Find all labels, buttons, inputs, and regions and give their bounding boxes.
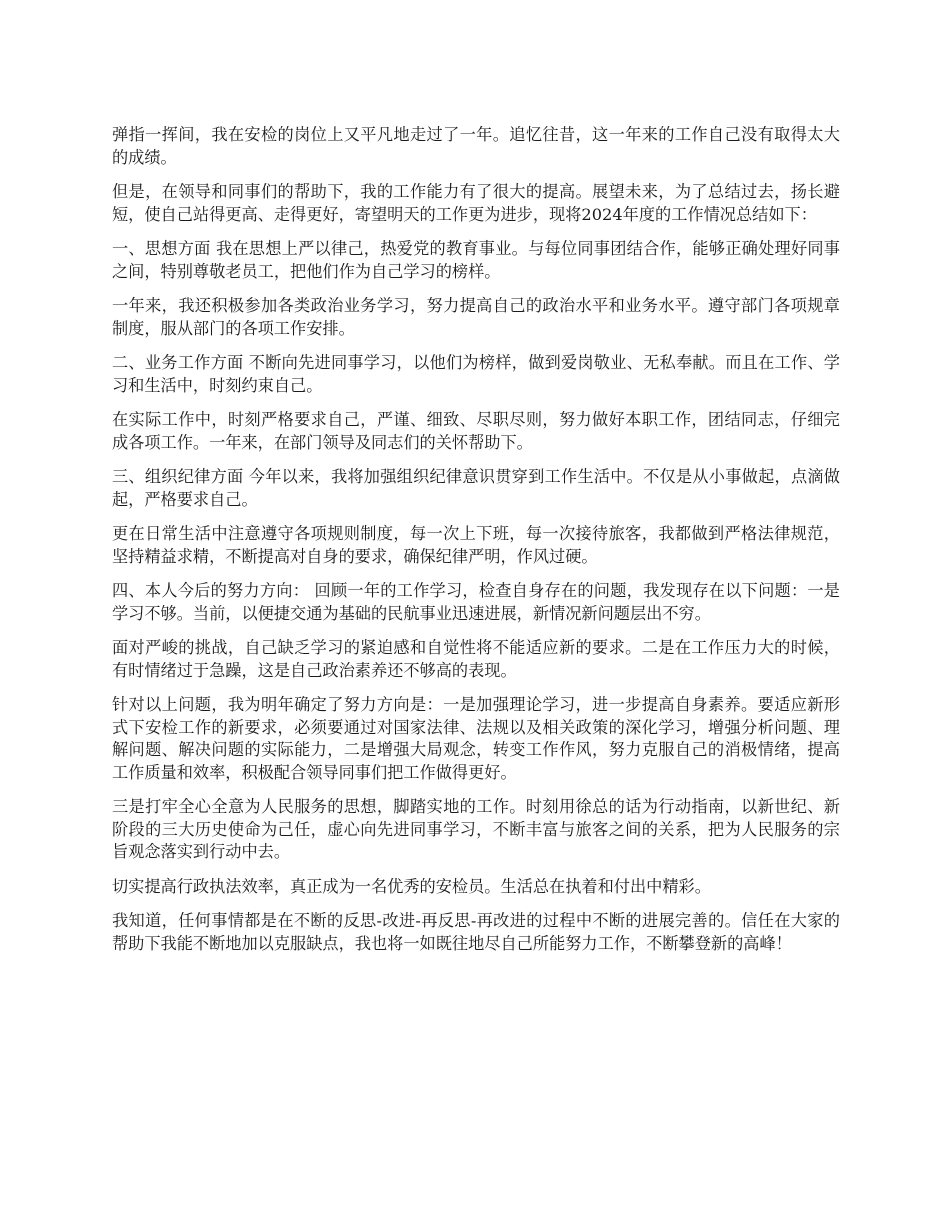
paragraph-12: 三是打牢全心全意为人民服务的思想，脚踏实地的工作。时刻用徐总的话为行动指南，以新世纪、新阶段的三大历史使命为己任，虚心向先进同事学习，不断丰富与旅客之间的关系，把为人民服务的宗旨观念落实到行动中去。 [112,797,840,861]
paragraph-8: 更在日常生活中注意遵守各项规则制度，每一次上下班，每一次接待旅客，我都做到严格法律规范，坚持精益求精，不断提高对自身的要求，确保纪律严明，作风过硬。 [112,524,840,566]
paragraph-13: 切实提高行政执法效率，真正成为一名优秀的安检员。生活总在执着和付出中精彩。 [112,876,711,896]
paragraph-5: 二、业务工作方面 不断向先进同事学习，以他们为榜样，做到爱岗敬业、无私奉献。而且在工作、学习和生活中，时刻约束自己。 [112,353,840,395]
paragraph-7: 三、组织纪律方面 今年以来，我将加强组织纪律意识贯穿到工作生活中。不仅是从小事做起，点滴做起，严格要求自己。 [112,467,840,509]
paragraph-6: 在实际工作中，时刻严格要求自己，严谨、细致、尽职尽则，努力做好本职工作，团结同志，仔细完成各项工作。一年来，在部门领导及同志们的关怀帮助下。 [112,410,840,452]
paragraph-14: 我知道，任何事情都是在不断的反思-改进-再反思-再改进的过程中不断的进展完善的。信任在大家的帮助下我能不断地加以克服缺点，我也将一如既往地尽自己所能努力工作，不断攀登新的高峰！ [112,911,840,953]
paragraph-10: 面对严峻的挑战，自己缺乏学习的紧迫感和自觉性将不能适应新的要求。二是在工作压力大的时候，有时情绪过于急躁，这是自己政治素养还不够高的表现。 [112,638,840,680]
paragraph-4: 一年来，我还积极参加各类政治业务学习，努力提高自己的政治水平和业务水平。遵守部门各项规章制度，服从部门的各项工作安排。 [112,296,840,338]
document-body [112,124,840,967]
paragraph-9: 四、本人今后的努力方向： 回顾一年的工作学习，检查自身存在的问题，我发现存在以下问题：一是学习不够。当前，以便捷交通为基础的民航事业迅速进展，新情况新问题层出不穷。 [112,581,840,623]
paragraph-3: 一、思想方面 我在思想上严以律己，热爱党的教育事业。与每位同事团结合作，能够正确处理好同事之间，特别尊敬老员工，把他们作为自己学习的榜样。 [112,239,840,281]
paragraph-1: 弹指一挥间，我在安检的岗位上又平凡地走过了一年。追忆往昔，这一年来的工作自己没有取得太大的成绩。 [112,125,840,167]
paragraph-11: 针对以上问题，我为明年确定了努力方向是：一是加强理论学习，进一步提高自身素养。要适应新形式下安检工作的新要求，必须要通过对国家法律、法规以及相关政策的深化学习，增强分析问题、理解问题、解决问题的实际能力，二是增强大局观念，转变工作作风，努力克服自己的消极情绪，提高工作质量和效率，积极配合领导同事们把工作做得更好。 [112,695,840,782]
paragraph-2: 但是，在领导和同事们的帮助下，我的工作能力有了很大的提高。展望未来，为了总结过去，扬长避短，使自己站得更高、走得更好，寄望明天的工作更为进步，现将2024年度的工作情况总结如下： [112,182,840,224]
